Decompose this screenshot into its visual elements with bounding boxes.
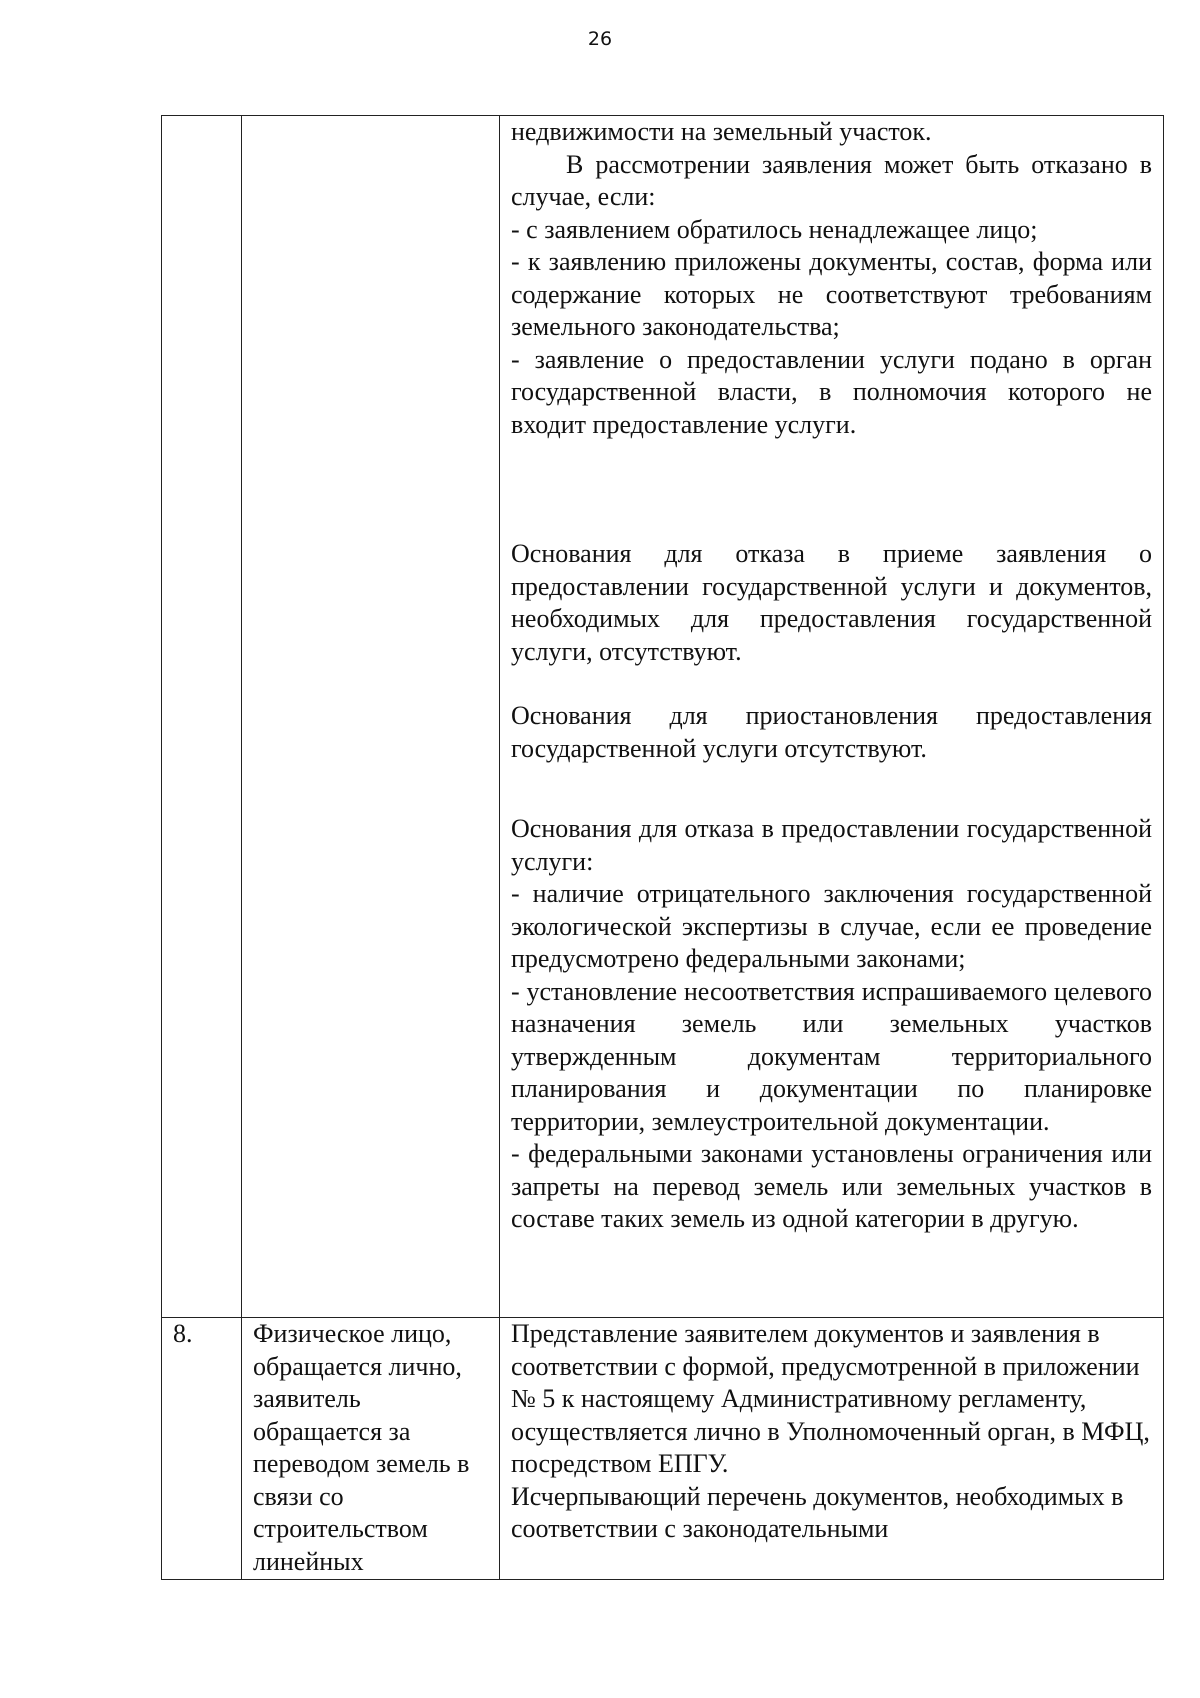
paragraph-heading: Основания для отказа в предоставлении государственной услуги:	[511, 814, 1152, 876]
row-number-cell: 8.	[162, 1318, 242, 1580]
list-item: - наличие отрицательного заключения государственной экологической экспертизы в случае, если ее проведение предусмотрено федеральными законами;	[511, 879, 1152, 973]
procedure-table	[161, 115, 1164, 1580]
applicant-cell: Физическое лицо, обращается лично, заявитель обращается за переводом земель в связи со строительством линейных	[242, 1318, 500, 1580]
applicant-cell	[242, 116, 500, 1318]
paragraph: Исчерпывающий перечень документов, необходимых в соответствии с законодательными	[511, 1481, 1124, 1543]
description-cell	[500, 116, 1164, 1318]
paragraph: Основания для приостановления предоставления государственной услуги отсутствуют.	[511, 701, 1152, 763]
paragraph: Представление заявителем документов и заявления в соответствии с формой, предусмотренной в приложении № 5 к настоящему Административному регламенту, осуществляется лично в Уполномоченный орган, в МФЦ, посредством ЕПГУ.	[511, 1319, 1150, 1478]
paragraph: Основания для отказа в приеме заявления о предоставлении государственной услуги и документов, необходимых для предоставления государственной услуги, отсутствуют.	[511, 539, 1152, 666]
paragraph: В рассмотрении заявления может быть отказано в случае, если:	[511, 149, 1152, 211]
list-item: - установление несоответствия испрашиваемого целевого назначения земель или земельных участков утвержденным документам территориального планирования и документации по планировке территории, землеустроительной документации.	[511, 976, 1152, 1136]
table-row	[162, 1318, 1164, 1580]
list-item: - к заявлению приложены документы, состав, форма или содержание которых не соответствуют требованиям земельного законодательства;	[511, 247, 1152, 341]
table-row	[162, 116, 1164, 1318]
paragraph: недвижимости на земельный участок.	[511, 117, 932, 146]
list-item: - с заявлением обратилось ненадлежащее лицо;	[511, 214, 1038, 244]
row-number-cell	[162, 116, 242, 1318]
list-item: - заявление о предоставлении услуги подано в орган государственной власти, в полномочия которого не входит предоставление услуги.	[511, 344, 1152, 439]
list-item: - федеральными законами установлены ограничения или запреты на перевод земель или земельных участков в составе таких земель из одной категории в другую.	[511, 1139, 1152, 1233]
page-number: 26	[587, 28, 613, 50]
description-cell	[500, 1318, 1164, 1580]
